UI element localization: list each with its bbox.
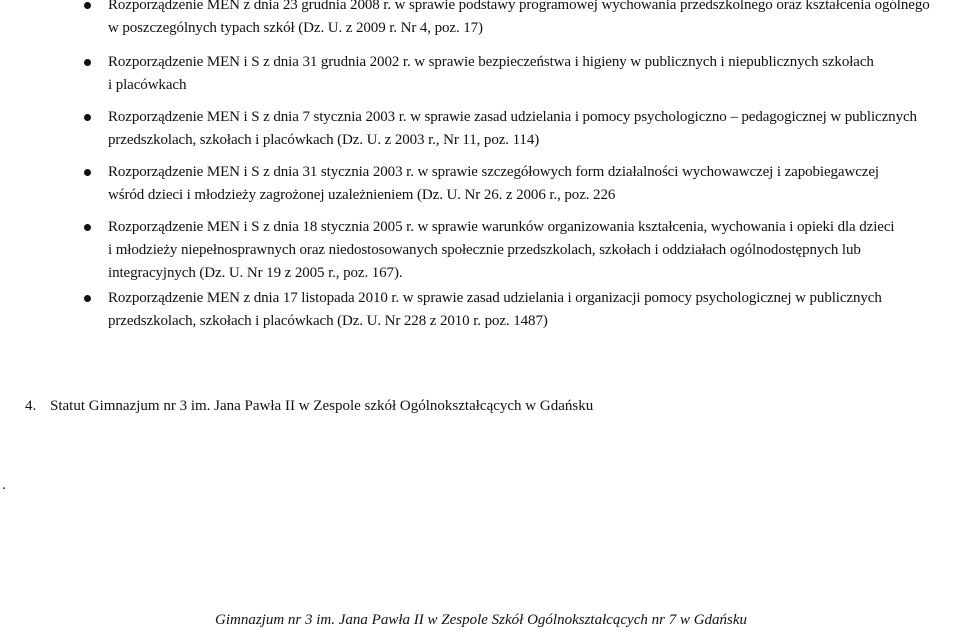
list-item-line: Rozporządzenie MEN i S z dnia 31 stycznia 2003 r. w sprawie szczegółowych form działalności wychowawczej i zapobiegawczej <box>108 164 879 180</box>
list-item <box>108 287 943 333</box>
bullet-icon <box>84 114 91 121</box>
numbered-item <box>25 395 593 418</box>
bullet-icon <box>84 295 91 302</box>
list-item-line: Rozporządzenie MEN i S z dnia 18 stycznia 2005 r. w sprawie warunków organizowania kształcenia, wychowania i opieki dla dzieci <box>108 219 895 235</box>
list-item-line: Rozporządzenie MEN i S z dnia 7 stycznia 2003 r. w sprawie zasad udzielania i pomocy psychologiczno – pedagogicznej w publicznych <box>108 109 917 125</box>
list-item-line: i placówkach <box>108 77 187 93</box>
list-item <box>108 51 943 97</box>
list-item-line: przedszkolach, szkołach i placówkach (Dz. U. Nr 228 z 2010 r. poz. 1487) <box>108 313 548 329</box>
bullet-icon <box>84 2 91 9</box>
list-item-line: Rozporządzenie MEN z dnia 17 listopada 2010 r. w sprawie zasad udzielania i organizacji pomocy psychologicznej w publicznych <box>108 290 882 306</box>
list-item <box>108 216 943 285</box>
stray-mark: . <box>2 477 6 493</box>
list-item-line: Rozporządzenie MEN z dnia 23 grudnia 2008 r. w sprawie podstawy programowej wychowania przedszkolnego oraz kształcenia ogólnego <box>108 0 930 13</box>
list-item-line: i młodzieży niepełnosprawnych oraz niedostosowanych społecznie przedszkolach, szkołach i oddziałach ogólnodostępnych lub <box>108 242 861 258</box>
list-item-line: przedszkolach, szkołach i placówkach (Dz. U. z 2003 r., Nr 11, poz. 114) <box>108 132 540 148</box>
list-item <box>108 0 943 40</box>
list-item <box>108 106 943 152</box>
bullet-icon <box>84 59 91 66</box>
item-number: 4. <box>25 398 37 414</box>
bullet-icon <box>84 169 91 176</box>
item-text: Statut Gimnazjum nr 3 im. Jana Pawła II w Zespole szkół Ogólnokształcących w Gdańsku <box>50 398 594 414</box>
page-footer: Gimnazjum nr 3 im. Jana Pawła II w Zespole Szkół Ogólnokształcących nr 7 w Gdańsku <box>215 612 748 628</box>
list-item-line: integracyjnych (Dz. U. Nr 19 z 2005 r., poz. 167). <box>108 265 403 281</box>
list-item-line: w poszczególnych typach szkół (Dz. U. z 2009 r. Nr 4, poz. 17) <box>108 20 483 36</box>
list-item-line: wśród dzieci i młodzieży zagrożonej uzależnieniem (Dz. U. Nr 26. z 2006 r., poz. 226 <box>108 187 616 203</box>
bullet-icon <box>84 224 91 231</box>
list-item-line: Rozporządzenie MEN i S z dnia 31 grudnia 2002 r. w sprawie bezpieczeństwa i higieny w publicznych i niepublicznych szkołach <box>108 54 874 70</box>
list-item <box>108 161 943 207</box>
